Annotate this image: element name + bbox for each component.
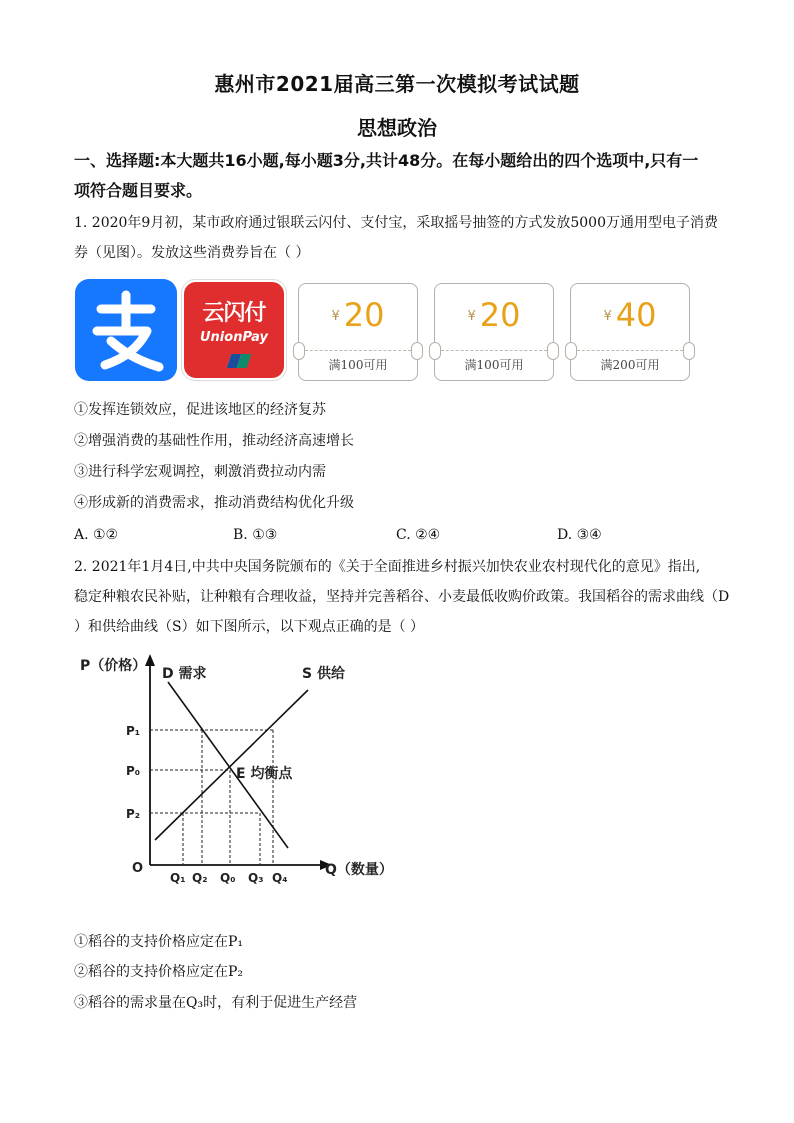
q1-statement-2: ②增强消费的基础性作用，推动经济高速增长 <box>74 433 354 449</box>
coupon-card <box>570 283 690 381</box>
coupon-condition: 满100可用 <box>464 358 524 372</box>
q1-option-d: D. ③④ <box>557 527 602 543</box>
demand-label: D 需求 <box>162 666 207 682</box>
page-title: 惠州市2021届高三第一次模拟考试试题 <box>214 72 580 96</box>
coupon-condition: 满200可用 <box>600 358 660 372</box>
supply-label: S 供给 <box>302 666 345 682</box>
supply-demand-diagram <box>80 650 420 890</box>
quantity-tick-q2: Q₂ <box>192 871 208 885</box>
price-tick-p1: P₁ <box>126 724 141 738</box>
y-axis-arrow-icon <box>145 654 155 666</box>
coupon-amount: 20 <box>479 296 521 334</box>
alipay-logo <box>75 279 177 381</box>
equilibrium-label: E 均衡点 <box>236 766 293 782</box>
q1-statement-4: ④形成新的消费需求，推动消费结构优化升级 <box>74 495 354 511</box>
q2-statement-3: ③稻谷的需求量在Q₃时，有利于促进生产经营 <box>74 995 358 1011</box>
section-heading-line1: 一、选择题:本大题共16小题,每小题3分,共计48分。在每小题给出的四个选项中,只有一 <box>74 151 699 170</box>
section-heading-line2: 项符合题目要求。 <box>74 181 203 200</box>
unionpay-en-label: UnionPay <box>200 330 268 345</box>
coupon-card <box>298 283 418 381</box>
guide-lines <box>150 730 273 865</box>
coupon-currency: ¥ <box>467 309 476 324</box>
x-axis-label: Q（数量） <box>325 862 393 878</box>
q2-stem-line1: 2. 2021年1月4日,中共中央国务院颁布的《关于全面推进乡村振兴加快农业农村现代化的意见》指出, <box>74 559 701 575</box>
coupon-amount: 20 <box>343 296 385 334</box>
quantity-tick-q1: Q₁ <box>170 871 186 885</box>
supply-curve <box>155 690 308 840</box>
unionpay-cn-label: 云闪付 <box>202 301 266 326</box>
coupon-currency: ¥ <box>603 309 612 324</box>
unionpay-flag-icon <box>221 354 247 368</box>
alipay-glyph-icon <box>75 279 177 381</box>
q2-stem-line3: ）和供给曲线（S）如下图所示，以下观点正确的是（ ） <box>74 619 425 635</box>
price-tick-p0: P₀ <box>126 764 141 778</box>
q1-option-b: B. ①③ <box>233 527 278 543</box>
coupon-card <box>434 283 554 381</box>
q1-stem-line2: 券（见图）。发放这些消费券旨在（ ） <box>74 245 310 261</box>
quantity-tick-q0: Q₀ <box>220 871 236 885</box>
origin-label: O <box>132 861 144 876</box>
section-heading <box>74 146 724 206</box>
demand-curve <box>168 682 288 848</box>
q1-statement-3: ③进行科学宏观调控，刺激消费拉动内需 <box>74 464 326 480</box>
q1-option-c: C. ②④ <box>396 527 441 543</box>
coupon-amount: 40 <box>615 296 657 334</box>
unionpay-logo <box>181 279 287 381</box>
q1-option-a: A. ①② <box>74 527 119 543</box>
price-tick-p2: P₂ <box>126 807 141 821</box>
q2-statement-2: ②稻谷的支持价格应定在P₂ <box>74 964 244 980</box>
q1-statement-1: ①发挥连锁效应，促进该地区的经济复苏 <box>74 402 326 418</box>
q1-stem-line1: 1. 2020年9月初，某市政府通过银联云闪付、支付宝，采取摇号抽签的方式发放5000万通用型电子消费 <box>74 215 718 231</box>
coupon-condition: 满100可用 <box>328 358 388 372</box>
y-axis-label: P（价格） <box>80 658 147 674</box>
q2-stem-line2: 稳定种粮农民补贴，让种粮有合理收益，坚持并完善稻谷、小麦最低收购价政策。我国稻谷的需求曲线（D <box>74 589 730 605</box>
quantity-tick-q3: Q₃ <box>248 871 264 885</box>
coupon-currency: ¥ <box>331 309 340 324</box>
q2-statement-1: ①稻谷的支持价格应定在P₁ <box>74 934 244 950</box>
page-subtitle: 思想政治 <box>357 116 437 140</box>
quantity-tick-q4: Q₄ <box>272 871 288 885</box>
